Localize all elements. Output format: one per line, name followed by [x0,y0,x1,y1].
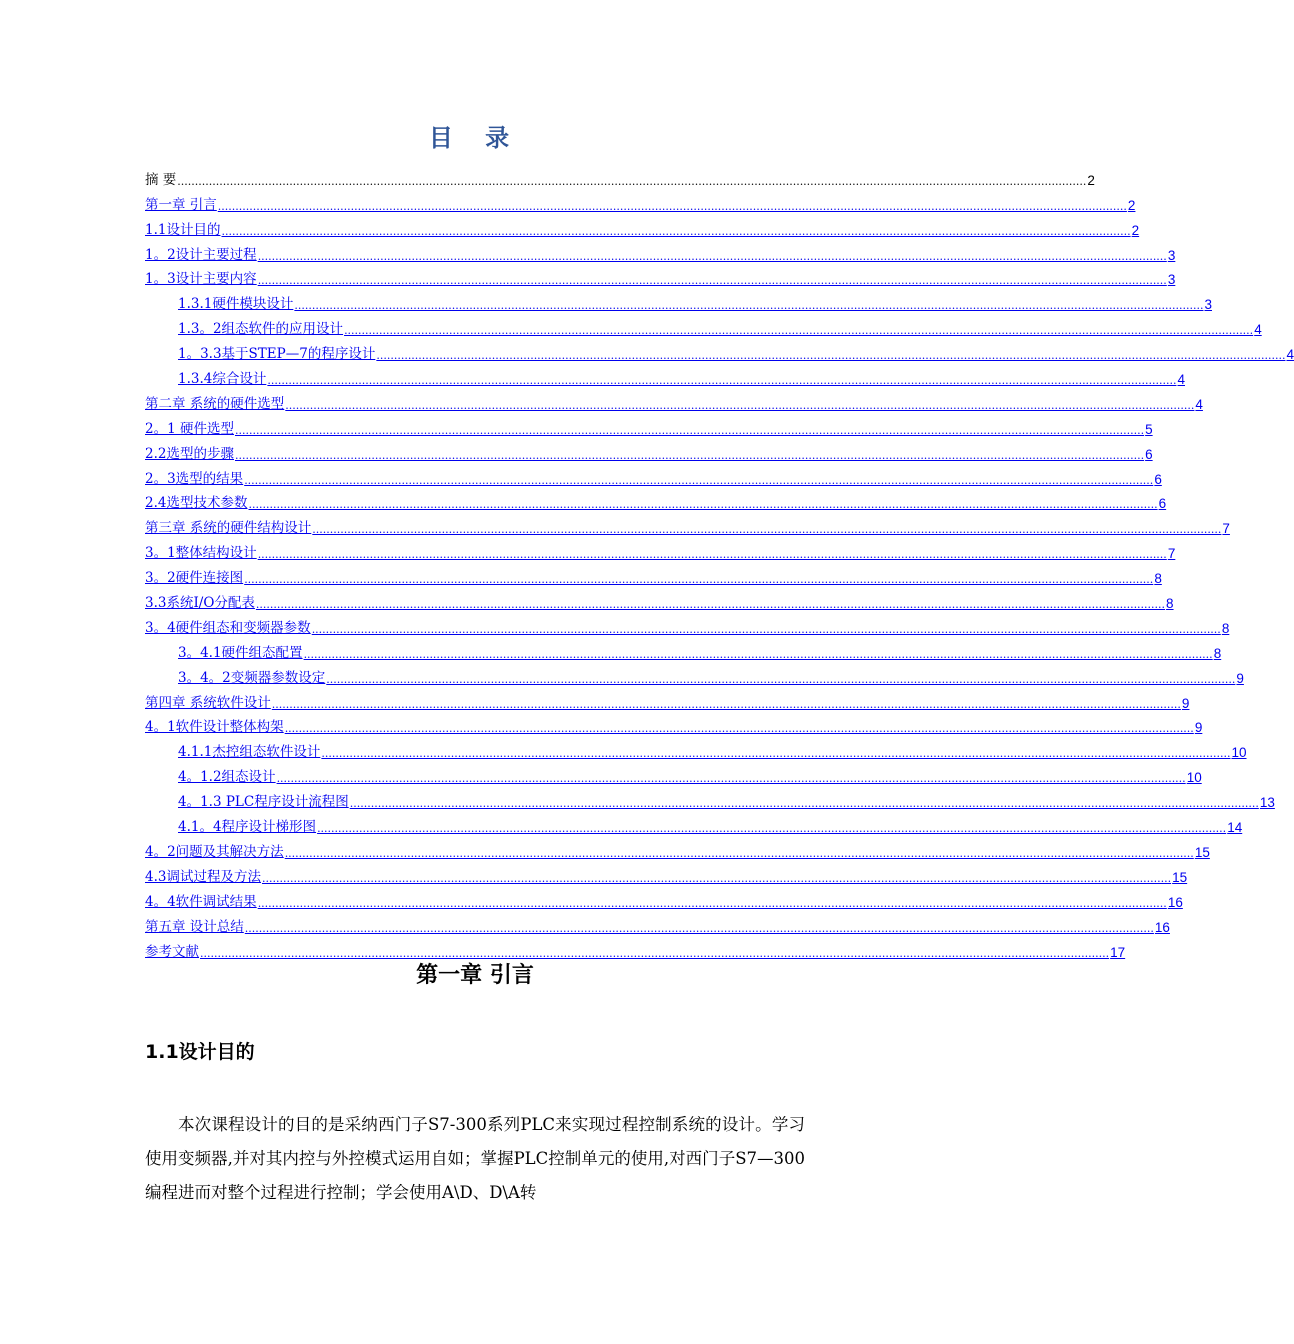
toc-entry-page: 2 [1131,222,1140,238]
toc-entry[interactable] [145,362,1185,388]
toc-entry[interactable] [145,686,1190,711]
toc-entry-page: 3 [1167,247,1176,263]
toc-entry-label: 1。3.3基于STEP—7的程序设计 [178,346,376,363]
toc-entry[interactable] [145,661,1244,686]
toc-entry-label: 4.3调试过程及方法 [145,868,261,885]
toc-entry[interactable] [145,711,1203,736]
body-paragraph: 本次课程设计的目的是采纳西门子S7-300系列PLC来实现过程控制系统的设计。学习使用变频器,并对其内控与外控模式运用自如；掌握PLC控制单元的使用,对西门子S7—300编程进而对整个过程进行控制；学会使用A\D、D\A转 [145,1115,805,1202]
toc-entry-label: 4。1.2组态设计 [178,769,276,786]
toc-title: 目 录 [428,124,522,152]
toc-dot-leader: .................................................................................................................................................................................................................................................................... [317,822,1227,836]
toc-entry-page: 8 [1221,620,1230,636]
toc-entry-page: 8 [1166,596,1174,612]
toc-entry[interactable] [145,337,1294,363]
toc-entry-label: 1.3.4综合设计 [178,371,267,388]
toc-entry[interactable] [145,437,1153,462]
toc-entry-page: 6 [1158,496,1167,512]
toc-entry-page: 15 [1194,844,1210,860]
toc-entry-page: 4 [1177,372,1185,388]
toc-entry-page: 16 [1154,919,1170,935]
toc-dot-leader: .................................................................................................................................................................................................................................................................... [255,598,1166,612]
toc-entry-label: 4。4软件调试结果 [145,893,257,910]
toc-entry-label: 4.1。4程序设计梯形图 [178,819,317,836]
toc-dot-leader: .................................................................................................................................................................................................................................................................... [376,349,1286,363]
toc-entry[interactable] [145,511,1230,537]
toc-entry-page: 17 [1110,944,1126,960]
toc-entry-page: 9 [1236,670,1244,686]
toc-entry-page: 6 [1154,471,1162,487]
toc-entry-page: 10 [1231,745,1247,761]
toc-entry[interactable] [145,885,1183,910]
toc-dot-leader: .................................................................................................................................................................................................................................................................... [234,423,1145,437]
toc-entry-page: 4 [1195,396,1203,412]
toc-entry-page: 10 [1186,770,1202,786]
toc-dot-leader: .................................................................................................................................................................................................................................................................... [321,747,1231,761]
toc-entry[interactable] [145,213,1140,238]
toc-dot-leader: .................................................................................................................................................................................................................................................................... [257,249,1167,263]
toc-entry[interactable] [145,238,1176,263]
toc-entry[interactable] [145,561,1162,587]
toc-dot-leader: .................................................................................................................................................................................................................................................................... [200,946,1110,960]
toc-dot-leader: .................................................................................................................................................................................................................................................................... [261,871,1172,885]
toc-entry[interactable] [145,910,1170,935]
toc-entry-label: 参考文献 [145,943,199,960]
toc-entry-page: 15 [1172,869,1188,885]
toc-entry-page: 16 [1167,894,1183,910]
toc-entry-page: 5 [1145,421,1153,437]
toc-dot-leader: .................................................................................................................................................................................................................................................................... [344,324,1254,338]
toc-entry-page: 3 [1204,297,1212,313]
toc-dot-leader: .................................................................................................................................................................................................................................................................... [257,548,1167,562]
toc-dot-leader: .................................................................................................................................................................................................................................................................... [285,398,1195,412]
toc-entry-page: 4 [1286,347,1294,363]
toc-entry[interactable] [145,860,1188,885]
toc-dot-leader: .................................................................................................................................................................................................................................................................... [177,174,1087,188]
toc-entry[interactable] [145,536,1176,562]
toc-entry-page: 4 [1254,322,1262,338]
toc-entry[interactable] [145,188,1136,213]
toc-dot-leader: .................................................................................................................................................................................................................................................................... [244,473,1154,487]
toc-entry-label: 1。2设计主要过程 [145,246,257,263]
toc-dot-leader: .................................................................................................................................................................................................................................................................... [294,299,1204,313]
toc-entry-page: 8 [1154,571,1162,587]
toc-dot-leader: .................................................................................................................................................................................................................................................................... [271,697,1181,711]
toc-entry-label: 第二章 系统的硬件选型 [145,395,285,412]
toc-dot-leader: .................................................................................................................................................................................................................................................................... [267,374,1177,388]
toc-entry-label: 2.2选型的步骤 [145,445,234,462]
toc-dot-leader: .................................................................................................................................................................................................................................................................... [244,921,1154,935]
toc-dot-leader: .................................................................................................................................................................................................................................................................... [217,199,1127,213]
toc-entry[interactable] [145,487,1167,512]
toc-entry-label: 3.3系统I/O分配表 [145,595,255,612]
toc-entry-label: 3。4.1硬件组态配置 [178,644,303,661]
toc-entry[interactable] [145,312,1262,338]
toc-entry-label: 1.1设计目的 [145,221,221,238]
toc-entry-label: 4。1软件设计整体构架 [145,719,284,736]
toc-entry[interactable] [145,810,1243,836]
toc-entry[interactable] [145,835,1210,860]
toc-entry-page: 2 [1127,197,1136,213]
toc-entry [145,163,1095,188]
toc-entry[interactable] [145,263,1176,288]
toc-entry-label: 4。2问题及其解决方法 [145,843,284,860]
toc-entry[interactable] [145,636,1222,661]
toc-entry[interactable] [145,287,1212,313]
toc-dot-leader: .................................................................................................................................................................................................................................................................... [326,672,1236,686]
toc-dot-leader: .................................................................................................................................................................................................................................................................... [276,772,1186,786]
toc-entry-label: 第五章 设计总结 [145,918,244,935]
toc-entry-label: 1.3。2组态软件的应用设计 [178,321,344,338]
toc-entry[interactable] [145,785,1275,811]
toc-entry-label: 3。4硬件组态和变频器参数 [145,619,311,636]
toc-entry-label: 3。1整体结构设计 [145,545,257,562]
toc-dot-leader: .................................................................................................................................................................................................................................................................... [349,797,1259,811]
toc-entry-page: 3 [1167,272,1176,288]
toc-entry[interactable] [145,412,1153,437]
toc-entry-page: 8 [1213,645,1222,661]
toc-entry-label: 2.4选型技术参数 [145,495,248,512]
section-heading: 1.1设计目的 [145,1041,255,1063]
toc-entry-page: 13 [1259,795,1275,811]
toc-dot-leader: .................................................................................................................................................................................................................................................................... [284,846,1194,860]
toc-entry[interactable] [145,462,1162,487]
toc-entry[interactable] [145,760,1202,786]
toc-entry[interactable] [145,586,1174,612]
toc-entry[interactable] [145,387,1203,412]
toc-entry[interactable] [145,735,1247,761]
toc-dot-leader: .................................................................................................................................................................................................................................................................... [234,448,1145,462]
toc-dot-leader: .................................................................................................................................................................................................................................................................... [284,722,1194,736]
toc-entry-label: 第一章 引言 [145,196,217,213]
toc-dot-leader: .................................................................................................................................................................................................................................................................... [312,523,1222,537]
toc-dot-leader: .................................................................................................................................................................................................................................................................... [248,498,1158,512]
toc-entry-label: 2。1 硬件选型 [145,420,234,437]
toc-entry-label: 1.3.1硬件模块设计 [178,296,294,313]
table-of-contents [145,163,1294,960]
toc-entry-page: 6 [1145,446,1153,462]
toc-entry-label: 第三章 系统的硬件结构设计 [145,520,312,537]
toc-entry-page: 2 [1087,172,1095,188]
toc-dot-leader: .................................................................................................................................................................................................................................................................... [303,647,1213,661]
toc-entry-label: 摘 要 [145,171,177,188]
toc-entry-label: 4。1.3 PLC程序设计流程图 [178,794,349,811]
toc-entry-label: 第四章 系统软件设计 [145,694,271,711]
toc-dot-leader: .................................................................................................................................................................................................................................................................... [257,274,1167,288]
toc-entry[interactable] [145,935,1126,960]
toc-entry-label: 4.1.1杰控组态软件设计 [178,744,321,761]
toc-entry-page: 14 [1227,820,1243,836]
toc-entry-page: 7 [1167,546,1176,562]
toc-entry-label: 3。4。2变频器参数设定 [178,669,326,686]
toc-entry-page: 9 [1181,695,1190,711]
toc-dot-leader: .................................................................................................................................................................................................................................................................... [244,573,1154,587]
toc-dot-leader: .................................................................................................................................................................................................................................................................... [311,622,1221,636]
toc-entry-page: 7 [1222,521,1230,537]
toc-entry-page: 9 [1194,720,1203,736]
toc-dot-leader: .................................................................................................................................................................................................................................................................... [221,224,1131,238]
toc-entry[interactable] [145,611,1230,636]
toc-entry-label: 1。3设计主要内容 [145,271,257,288]
toc-entry-label: 2。3选型的结果 [145,470,244,487]
toc-dot-leader: .................................................................................................................................................................................................................................................................... [257,896,1167,910]
toc-entry-label: 3。2硬件连接图 [145,570,244,587]
chapter-heading: 第一章 引言 [416,963,534,988]
